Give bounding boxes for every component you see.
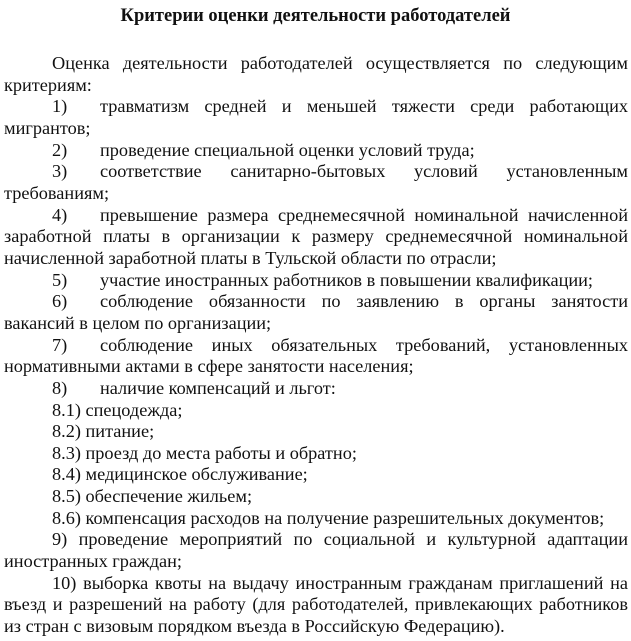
subcriterion-8-1: 8.1) спецодежда; (52, 399, 183, 420)
criterion-2 (4, 140, 628, 162)
criterion-text: участие иностранных работников в повышении квалификации; (100, 269, 594, 290)
criterion-number: 6) (52, 291, 68, 312)
criterion-number: 8) (52, 377, 68, 398)
criterion-text: превышение размера среднемесячной номинальной начисленной заработной платы в организации к размеру среднемесячной номинальной начисленной заработной платы в Тульской области по отрасли; (4, 204, 628, 268)
subcriterion-8-6: 8.6) компенсация расходов на получение разрешительных документов; (52, 507, 605, 528)
criterion-number: 2) (52, 139, 68, 160)
document-body (4, 53, 628, 638)
criterion-number: 3) (52, 161, 68, 182)
criterion-number: 5) (52, 269, 68, 290)
criterion-1 (4, 96, 628, 139)
criterion-8 (4, 378, 628, 400)
criterion-text: проведение специальной оценки условий труда; (100, 139, 475, 160)
subcriterion-8-3: 8.3) проезд до места работы и обратно; (52, 442, 357, 463)
criterion-text: травматизм средней и меньшей тяжести среди работающих мигрантов; (4, 96, 628, 138)
criterion-text: наличие компенсаций и льгот: (100, 377, 336, 398)
criterion-number: 1) (52, 96, 68, 117)
criterion-5 (4, 270, 628, 292)
document-title: Критерии оценки деятельности работодателей (120, 6, 511, 26)
intro-paragraph: Оценка деятельности работодателей осуществляется по следующим критериям: (4, 53, 628, 95)
criterion-text: соблюдение обязанности по заявлению в органы занятости вакансий в целом по организации; (4, 291, 628, 333)
criterion-9: 9) проведение мероприятий по социальной и культурной адаптации иностранных граждан; (4, 529, 628, 572)
criterion-10: 10) выборка квоты на выдачу иностранным гражданам приглашений на въезд и разрешений на работу (для работодателей, привлекающих работников из стран с визовым порядком въезда в Российскую Федерацию). (4, 572, 628, 637)
criterion-6 (4, 291, 628, 334)
subcriterion-8-2: 8.2) питание; (52, 421, 155, 442)
criterion-number: 7) (52, 334, 68, 355)
criterion-3 (4, 161, 628, 204)
subcriterion-8-5: 8.5) обеспечение жильем; (52, 486, 253, 507)
criterion-text: соблюдение иных обязательных требований, установленных нормативными актами в сфере занятости населения; (4, 334, 628, 377)
criterion-7 (4, 335, 628, 378)
criterion-number: 4) (52, 204, 68, 225)
criterion-4 (4, 205, 628, 270)
subcriterion-8-4: 8.4) медицинское обслуживание; (52, 464, 308, 485)
criterion-text: соответствие санитарно-бытовых условий установленным требованиям; (4, 161, 628, 203)
